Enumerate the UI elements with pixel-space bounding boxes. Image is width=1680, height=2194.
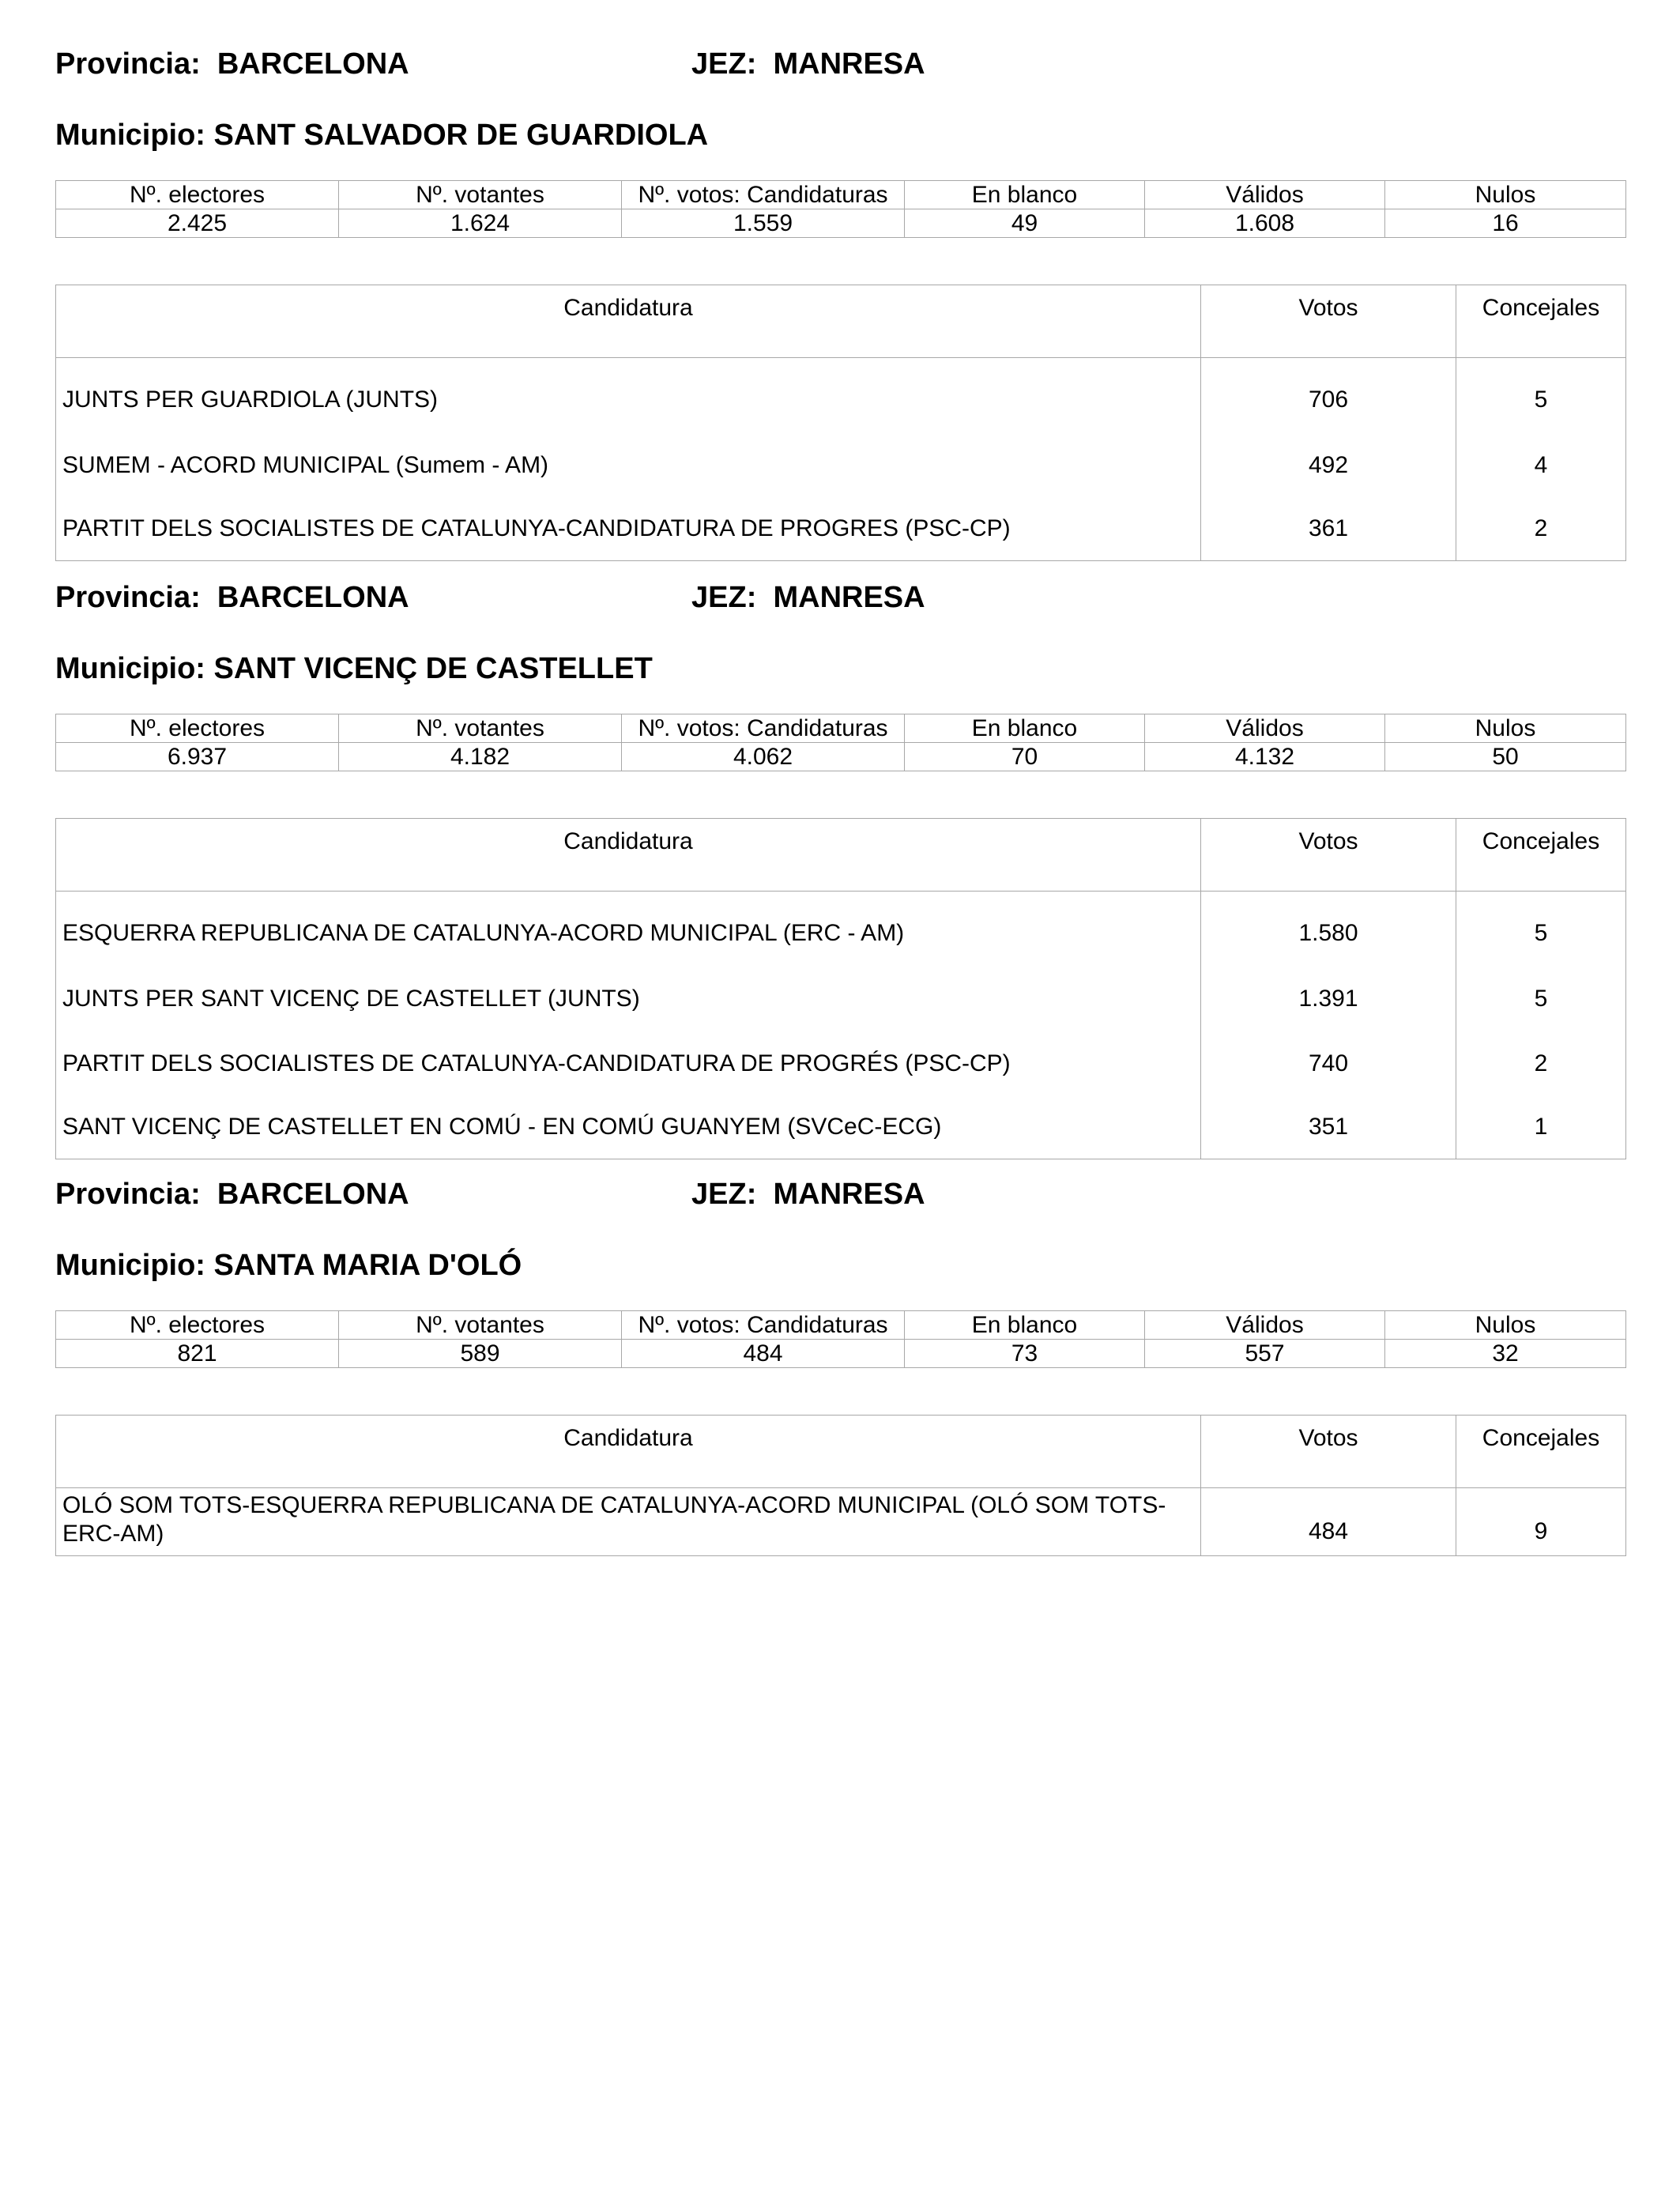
cand-concejales: 5	[1456, 967, 1626, 1031]
cand-row	[56, 433, 1626, 498]
jez-value: MANRESA	[773, 1178, 925, 1211]
stats-header-row	[56, 181, 1626, 209]
stats-value-cell: 1.608	[1145, 209, 1385, 238]
stats-header-cell: Válidos	[1145, 181, 1385, 209]
jez-label: JEZ:	[691, 47, 757, 81]
stats-value-cell: 49	[905, 209, 1145, 238]
cand-header-cell: Votos	[1201, 1416, 1456, 1488]
cand-header-cell: Concejales	[1456, 1416, 1626, 1488]
jez-label: JEZ:	[691, 581, 757, 614]
cand-name: OLÓ SOM TOTS-ESQUERRA REPUBLICANA DE CATALUNYA-ACORD MUNICIPAL (OLÓ SOM TOTS-ERC-AM)	[56, 1488, 1201, 1556]
provincia-label: Provincia:	[55, 47, 201, 81]
cand-votos: 484	[1201, 1488, 1456, 1556]
provincia-label: Provincia:	[55, 581, 201, 614]
municipio-heading	[55, 119, 708, 153]
cand-row	[56, 892, 1626, 967]
cand-row	[56, 1031, 1626, 1096]
cand-votos: 492	[1201, 433, 1456, 498]
cand-concejales: 5	[1456, 358, 1626, 433]
municipio-section	[55, 1178, 1680, 1547]
municipio-value: SANTA MARIA D'OLÓ	[213, 1249, 522, 1282]
cand-header-cell: Candidatura	[56, 1416, 1201, 1488]
stats-header-cell: Válidos	[1145, 1311, 1385, 1340]
stats-header-cell: Nº. electores	[56, 714, 339, 743]
stats-header-row	[56, 1311, 1626, 1340]
municipio-section	[55, 581, 1680, 1140]
stats-value-cell: 32	[1385, 1340, 1626, 1368]
cand-name: PARTIT DELS SOCIALISTES DE CATALUNYA-CANDIDATURA DE PROGRÉS (PSC-CP)	[56, 1031, 1201, 1096]
cand-header-cell: Votos	[1201, 285, 1456, 358]
cand-votos: 361	[1201, 498, 1456, 561]
cand-name: ESQUERRA REPUBLICANA DE CATALUNYA-ACORD MUNICIPAL (ERC - AM)	[56, 892, 1201, 967]
stats-header-cell: En blanco	[905, 714, 1145, 743]
stats-header-cell: Nº. votantes	[339, 714, 622, 743]
stats-value-cell: 2.425	[56, 209, 339, 238]
stats-header-cell: En blanco	[905, 181, 1145, 209]
cand-header-cell: Votos	[1201, 819, 1456, 892]
cand-row	[56, 358, 1626, 433]
municipio-label: Municipio:	[55, 1249, 205, 1282]
stats-value-row	[56, 1340, 1626, 1368]
stats-value-cell: 557	[1145, 1340, 1385, 1368]
municipio-heading	[55, 1249, 522, 1283]
cand-row	[56, 1096, 1626, 1159]
cand-votos: 351	[1201, 1096, 1456, 1159]
municipio-heading	[55, 652, 653, 686]
stats-header-cell: Nº. votos: Candidaturas	[622, 714, 905, 743]
stats-table	[55, 1310, 1626, 1368]
candidaturas-table	[55, 1415, 1626, 1556]
provincia-heading	[55, 581, 409, 615]
stats-value-cell: 484	[622, 1340, 905, 1368]
stats-value-row	[56, 743, 1626, 771]
cand-row	[56, 967, 1626, 1031]
cand-votos: 740	[1201, 1031, 1456, 1096]
stats-table	[55, 714, 1626, 771]
jez-heading	[691, 47, 925, 81]
provincia-value: BARCELONA	[217, 1178, 409, 1211]
cand-name: SANT VICENÇ DE CASTELLET EN COMÚ - EN COMÚ GUANYEM (SVCeC-ECG)	[56, 1096, 1201, 1159]
cand-header-row	[56, 1416, 1626, 1488]
stats-table	[55, 180, 1626, 238]
cand-concejales: 2	[1456, 1031, 1626, 1096]
stats-header-cell: Nº. electores	[56, 1311, 339, 1340]
stats-value-cell: 821	[56, 1340, 339, 1368]
municipio-label: Municipio:	[55, 119, 205, 152]
cand-name: JUNTS PER SANT VICENÇ DE CASTELLET (JUNTS)	[56, 967, 1201, 1031]
stats-value-cell: 589	[339, 1340, 622, 1368]
stats-value-cell: 73	[905, 1340, 1145, 1368]
jez-heading	[691, 1178, 925, 1212]
stats-value-cell: 50	[1385, 743, 1626, 771]
provincia-heading	[55, 1178, 409, 1212]
jez-value: MANRESA	[773, 47, 925, 81]
jez-label: JEZ:	[691, 1178, 757, 1211]
cand-header-cell: Concejales	[1456, 285, 1626, 358]
cand-concejales: 9	[1456, 1488, 1626, 1556]
cand-concejales: 2	[1456, 498, 1626, 561]
stats-header-cell: Nulos	[1385, 1311, 1626, 1340]
municipio-section	[55, 47, 1680, 542]
cand-name: JUNTS PER GUARDIOLA (JUNTS)	[56, 358, 1201, 433]
municipio-value: SANT VICENÇ DE CASTELLET	[213, 652, 653, 685]
jez-heading	[691, 581, 925, 615]
jez-value: MANRESA	[773, 581, 925, 614]
stats-value-cell: 4.182	[339, 743, 622, 771]
provincia-value: BARCELONA	[217, 47, 409, 81]
stats-header-cell: Nº. electores	[56, 181, 339, 209]
cand-header-row	[56, 819, 1626, 892]
section-header	[55, 47, 1680, 95]
cand-concejales: 4	[1456, 433, 1626, 498]
stats-value-cell: 4.132	[1145, 743, 1385, 771]
cand-row	[56, 498, 1626, 561]
provincia-value: BARCELONA	[217, 581, 409, 614]
stats-header-cell: Nº. votos: Candidaturas	[622, 181, 905, 209]
cand-header-cell: Candidatura	[56, 285, 1201, 358]
stats-header-cell: En blanco	[905, 1311, 1145, 1340]
cand-header-cell: Concejales	[1456, 819, 1626, 892]
municipio-value: SANT SALVADOR DE GUARDIOLA	[213, 119, 709, 152]
section-header	[55, 1178, 1680, 1225]
cand-concejales: 5	[1456, 892, 1626, 967]
cand-concejales: 1	[1456, 1096, 1626, 1159]
stats-header-cell: Nº. votantes	[339, 1311, 622, 1340]
stats-header-cell: Nº. votos: Candidaturas	[622, 1311, 905, 1340]
stats-value-cell: 70	[905, 743, 1145, 771]
stats-header-cell: Nulos	[1385, 714, 1626, 743]
municipio-label: Municipio:	[55, 652, 205, 685]
stats-header-row	[56, 714, 1626, 743]
stats-value-cell: 1.624	[339, 209, 622, 238]
cand-header-cell: Candidatura	[56, 819, 1201, 892]
cand-name: PARTIT DELS SOCIALISTES DE CATALUNYA-CANDIDATURA DE PROGRES (PSC-CP)	[56, 498, 1201, 561]
stats-header-cell: Válidos	[1145, 714, 1385, 743]
cand-header-row	[56, 285, 1626, 358]
candidaturas-table	[55, 818, 1626, 1159]
candidaturas-table	[55, 285, 1626, 561]
provincia-label: Provincia:	[55, 1178, 201, 1211]
cand-votos: 1.580	[1201, 892, 1456, 967]
stats-value-cell: 6.937	[56, 743, 339, 771]
stats-value-row	[56, 209, 1626, 238]
stats-value-cell: 16	[1385, 209, 1626, 238]
stats-header-cell: Nº. votantes	[339, 181, 622, 209]
section-header	[55, 581, 1680, 628]
stats-header-cell: Nulos	[1385, 181, 1626, 209]
cand-votos: 706	[1201, 358, 1456, 433]
cand-name: SUMEM - ACORD MUNICIPAL (Sumem - AM)	[56, 433, 1201, 498]
stats-value-cell: 1.559	[622, 209, 905, 238]
cand-votos: 1.391	[1201, 967, 1456, 1031]
provincia-heading	[55, 47, 409, 81]
stats-value-cell: 4.062	[622, 743, 905, 771]
cand-row	[56, 1488, 1626, 1556]
